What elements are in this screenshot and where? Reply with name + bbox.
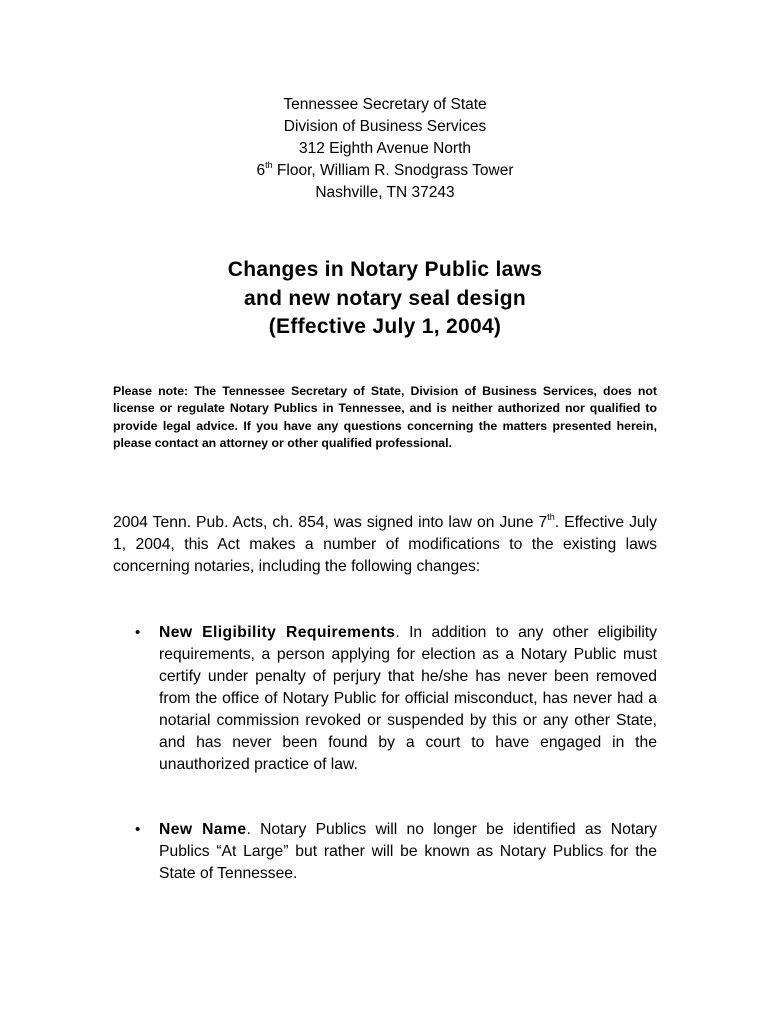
list-item-text: . In addition to any other eligibility requirements, a person applying for election as a Notary Public must certify under penalty of perjury that he/she has never been removed from the office of Notary Public for official misconduct, has never had a notarial commission revoked or suspended by this or any other State, and has never been found by a court to have engaged in the unauthorized practice of law. — [159, 624, 658, 773]
address-line-street: 312 Eighth Avenue North — [298, 140, 472, 157]
intro-date-suffix: th — [547, 512, 555, 522]
floor-number: 6 — [256, 162, 266, 179]
bullet-icon: • — [135, 624, 141, 641]
list-item-body — [159, 819, 657, 885]
address-line-city: Nashville, TN 37243 — [315, 184, 455, 201]
address-block — [0, 94, 770, 204]
intro-paragraph — [113, 512, 657, 578]
document-title — [0, 256, 770, 342]
list-item-name — [113, 819, 657, 885]
list-item-heading: New Name — [159, 821, 247, 838]
title-line-1: Changes in Notary Public laws — [227, 258, 543, 281]
address-line-division: Division of Business Services — [283, 118, 487, 135]
floor-building: Floor, William R. Snodgrass Tower — [272, 162, 514, 179]
title-line-2: and new notary seal design — [243, 286, 527, 310]
intro-text-start: 2004 Tenn. Pub. Acts, ch. 854, was signed into law on June 7 — [113, 514, 548, 531]
list-item-text: . Notary Publics will no longer be identified as Notary Publics “At Large” but rather will be known as Notary Publics for the State of Tennessee. — [159, 821, 657, 882]
intro-text-end: . Effective July 1, 2004, this Act makes a number of modifications to the existing laws concerning notaries, including the following changes: — [113, 514, 657, 575]
list-item-body — [159, 622, 657, 776]
bullet-icon: • — [135, 821, 141, 838]
floor-ordinal-suffix: th — [265, 160, 273, 170]
title-line-3: (Effective July 1, 2004) — [268, 315, 502, 338]
address-line-agency: Tennessee Secretary of State — [283, 96, 487, 113]
list-item-heading: New Eligibility Requirements — [159, 624, 396, 641]
disclaimer-note: Please note: The Tennessee Secretary of State, Division of Business Services, does not license or regulate Notary Publics in Tennessee, and is neither authorized nor qualified to provide legal advice. If you have any questions concerning the matters presented herein, please contact an attorney or other qualified professional. — [113, 384, 657, 450]
list-item-eligibility — [113, 622, 657, 776]
address-line-floor — [0, 160, 770, 182]
